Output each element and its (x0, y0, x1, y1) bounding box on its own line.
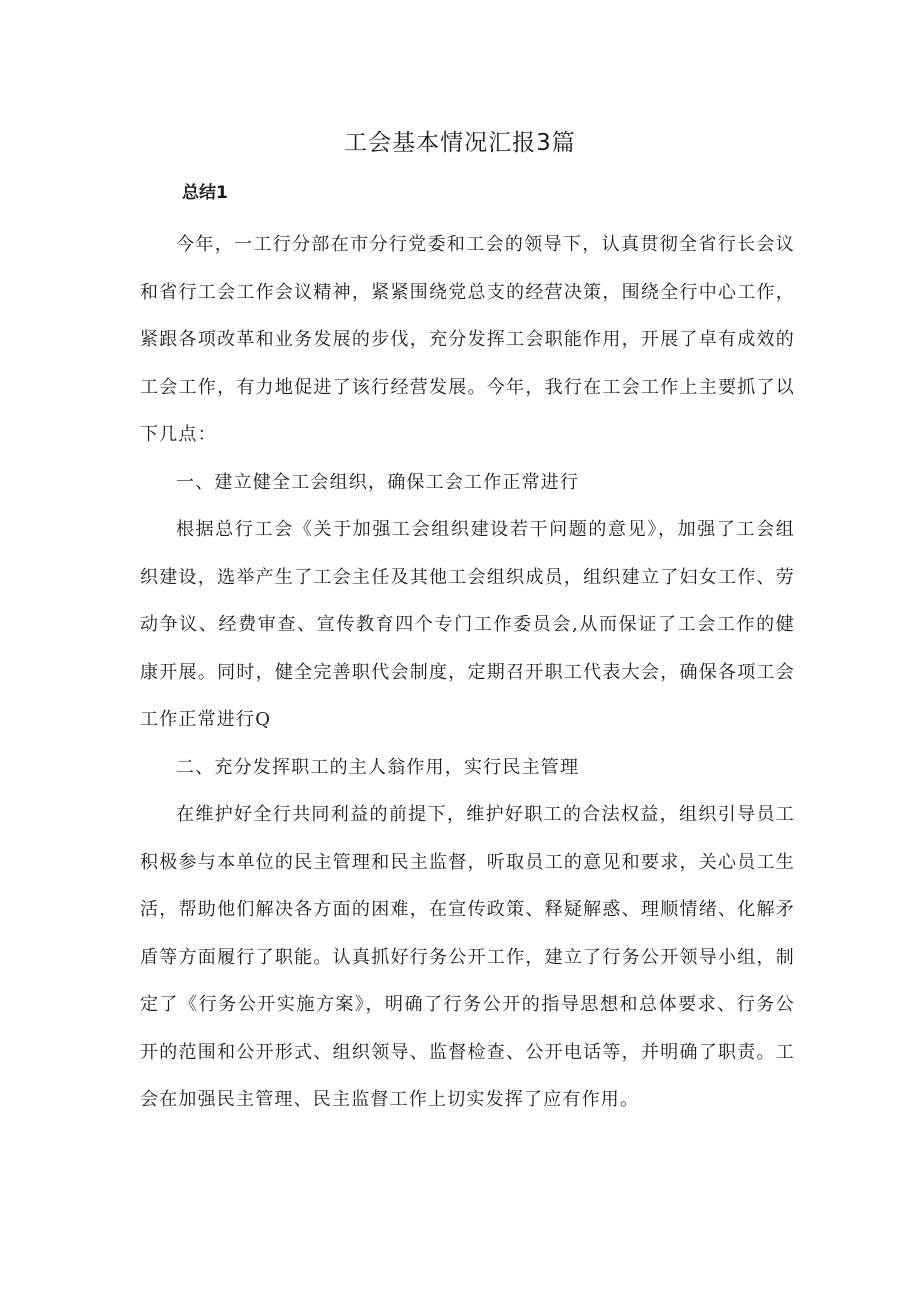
paragraph-intro: 今年，一工行分部在市分行党委和工会的领导下，认真贯彻全省行长会议和省行工会工作会议精神，紧紧围绕党总支的经营决策，围绕全行中心工作，紧跟各项改革和业务发展的步伐，充分发挥工会职能作用，开展了卓有成效的工会工作，有力地促进了该行经营发展。今年，我行在工会工作上主要抓了以下几点： (140, 234, 795, 445)
subheading-democratic-management: 二、充分发挥职工的主人翁作用，实行民主管理 (176, 756, 580, 778)
section-heading: 总结1 (182, 183, 228, 203)
subheading-organization: 一、建立健全工会组织，确保工会工作正常进行 (176, 471, 580, 493)
document-title: 工会基本情况汇报3篇 (344, 130, 576, 156)
paragraph-democratic-management: 在维护好全行共同利益的前提下，维护好职工的合法权益，组织引导员工积极参与本单位的民主管理和民主监督，听取员工的意见和要求，关心员工生活，帮助他们解决各方面的困难，在宣传政策、释疑解惑、理顺情绪、化解矛盾等方面履行了职能。认真抓好行务公开工作，建立了行务公开领导小组，制定了《行务公开实施方案》，明确了行务公开的指导思想和总体要求、行务公开的范围和公开形式、组织领导、监督检查、公开电话等，并明确了职责。工会在加强民主管理、民主监督工作上切实发挥了应有作用。 (140, 804, 795, 1110)
paragraph-organization: 根据总行工会《关于加强工会组织建设若干问题的意见》，加强了工会组织建设，选举产生了工会主任及其他工会组织成员，组织建立了妇女工作、劳动争议、经费审查、宣传教育四个专门工作委员会,从而保证了工会工作的健康开展。同时，健全完善职代会制度，定期召开职工代表大会，确保各项工会工作正常进行Q (140, 519, 795, 730)
document-body (140, 221, 795, 1124)
